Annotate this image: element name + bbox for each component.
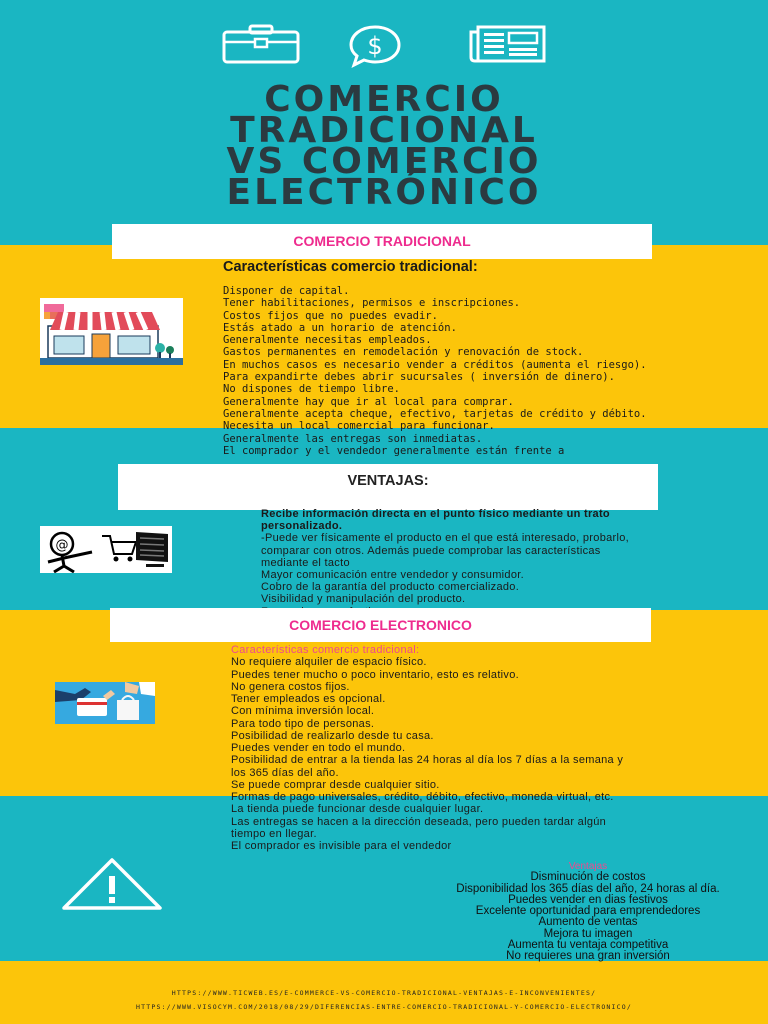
section1-list <box>223 285 647 457</box>
list-item: Estás atado a un horario de atención. <box>223 321 457 334</box>
list-item: Las entregas se hacen a la dirección deseada, pero pueden tardar algún <box>231 815 607 828</box>
list-item: No requieres una gran inversión <box>506 950 670 963</box>
list-item: El comprador y el vendedor generalmente están frente a <box>223 444 565 457</box>
shopping-computer-icon <box>40 526 172 573</box>
list-item: Aumenta tu ventaja competitiva <box>507 939 669 952</box>
briefcase-icon <box>222 24 300 64</box>
list-item: La tienda puede funcionar desde cualquier lugar. <box>231 803 484 816</box>
list-item: Cobro de la garantía del producto comercializado. <box>261 581 520 594</box>
list-item: Posibilidad de realizarlo desde tu casa. <box>231 729 434 742</box>
top-icons <box>0 24 768 68</box>
list-item: Disminución de costos <box>530 871 646 884</box>
store-image <box>40 298 183 365</box>
list-item: Generalmente hay que ir al local para comprar. <box>223 395 514 408</box>
title-line: VS COMERCIO <box>226 141 542 182</box>
list-item: los 365 días del año. <box>231 766 339 779</box>
list-item: Excelente oportunidad para emprendedores <box>475 905 701 918</box>
list-item: Visibilidad y manipulación del producto. <box>261 593 466 606</box>
list-item: mediante el tacto <box>261 556 350 569</box>
list-item: Puedes vender en todo el mundo. <box>231 742 406 754</box>
list-item: Gastos permanentes en remodelación y renovación de stock. <box>223 346 584 359</box>
section3-heading: COMERCIO ELECTRONICO <box>110 608 651 642</box>
source-link[interactable]: HTTPS://WWW.VISOCYM.COM/2018/08/29/DIFERENCIAS-ENTRE-COMERCIO-TRADICIONAL-Y-COMERCIO-ELECTRONICO/ <box>136 1003 632 1011</box>
list-item: Recibe información directa en el punto físico mediante un trato <box>261 508 610 520</box>
list-item: No genera costos fijos. <box>231 680 350 693</box>
list-item: Tener habilitaciones, permisos e inscripciones. <box>223 297 521 310</box>
shopping-image <box>40 526 172 573</box>
list-item: El comprador es invisible para el vendedor <box>231 840 452 852</box>
list-item: Aumento de ventas <box>538 916 638 929</box>
list-item: Con mínima inversión local. <box>231 705 375 718</box>
section1-subheading: Características comercio tradicional: <box>223 259 478 275</box>
title-line: COMERCIO <box>264 79 504 120</box>
title-line: TRADICIONAL <box>230 110 538 151</box>
svg-text:@: @ <box>55 538 69 553</box>
list-item: Generalmente acepta cheque, efectivo, tarjetas de crédito y débito. <box>223 407 647 420</box>
list-item: Generalmente las entregas son inmediatas. <box>223 432 483 445</box>
list-item: personalizado. <box>261 520 343 533</box>
page-title <box>0 79 768 213</box>
list-item: Mayor comunicación entre vendedor y consumidor. <box>261 569 524 582</box>
newspaper-icon <box>468 24 548 64</box>
list-item: Se puede comprar desde cualquier sitio. <box>231 778 440 791</box>
list-item: Tener empleados es opcional. <box>231 693 386 705</box>
ecommerce-image <box>55 682 155 724</box>
section2-list <box>261 508 629 618</box>
list-item: Para todo tipo de personas. <box>231 717 375 730</box>
list-item: Necesita un local comercial para funcionar. <box>223 420 495 433</box>
list-item: Formas de pago universales, crédito, débito, efectivo, moneda virtual, etc. <box>231 791 614 803</box>
list-item: En muchos casos es necesario vender a créditos (aumenta el riesgo). <box>223 358 647 371</box>
dollar-speech-icon <box>348 24 402 68</box>
list-item: comparar con otros. Además puede comprobar las características <box>261 544 601 557</box>
title-line: ELECTRÓNICO <box>226 172 542 213</box>
section4-heading: Ventajas <box>568 861 608 872</box>
warning-icon <box>60 856 164 912</box>
section4-list <box>410 861 766 963</box>
list-item: No dispones de tiempo libre. <box>223 383 401 396</box>
section2-heading: VENTAJAS: <box>118 464 658 510</box>
list-item: No requiere alquiler de espacio físico. <box>231 656 427 669</box>
list-item: tiempo en llegar. <box>231 827 317 840</box>
list-item: Puedes tener mucho o poco inventario, esto es relativo. <box>231 668 519 681</box>
list-item: Posibilidad de entrar a la tienda las 24 horas al día los 7 días a la semana y <box>231 754 624 767</box>
list-item: Disponibilidad los 365 días del año, 24 horas al día. <box>456 882 720 895</box>
list-item: Costos fijos que no puedes evadir. <box>223 309 438 322</box>
section3-list <box>231 644 623 852</box>
ecommerce-hands-icon <box>55 682 155 724</box>
list-item: Mejora tu imagen <box>543 927 633 940</box>
list-item: Puedes vender en dias festivos <box>508 893 668 906</box>
section3-subheading: Características comercio tradicional: <box>231 644 420 656</box>
list-item: Para expandirte debes abrir sucursales ( inversión de dinero). <box>223 371 615 384</box>
store-icon <box>40 298 183 365</box>
svg-text:$: $ <box>367 32 383 60</box>
list-item: Generalmente necesitas empleados. <box>223 334 432 347</box>
list-item: Disponer de capital. <box>223 285 350 297</box>
section1-heading: COMERCIO TRADICIONAL <box>112 224 652 259</box>
source-link[interactable]: HTTPS://WWW.TICWEB.ES/E-COMMERCE-VS-COMERCIO-TRADICIONAL-VENTAJAS-E-INCONVENIENTES/ <box>171 989 597 997</box>
list-item: -Puede ver físicamente el producto en el que está interesado, probarlo, <box>261 532 630 545</box>
